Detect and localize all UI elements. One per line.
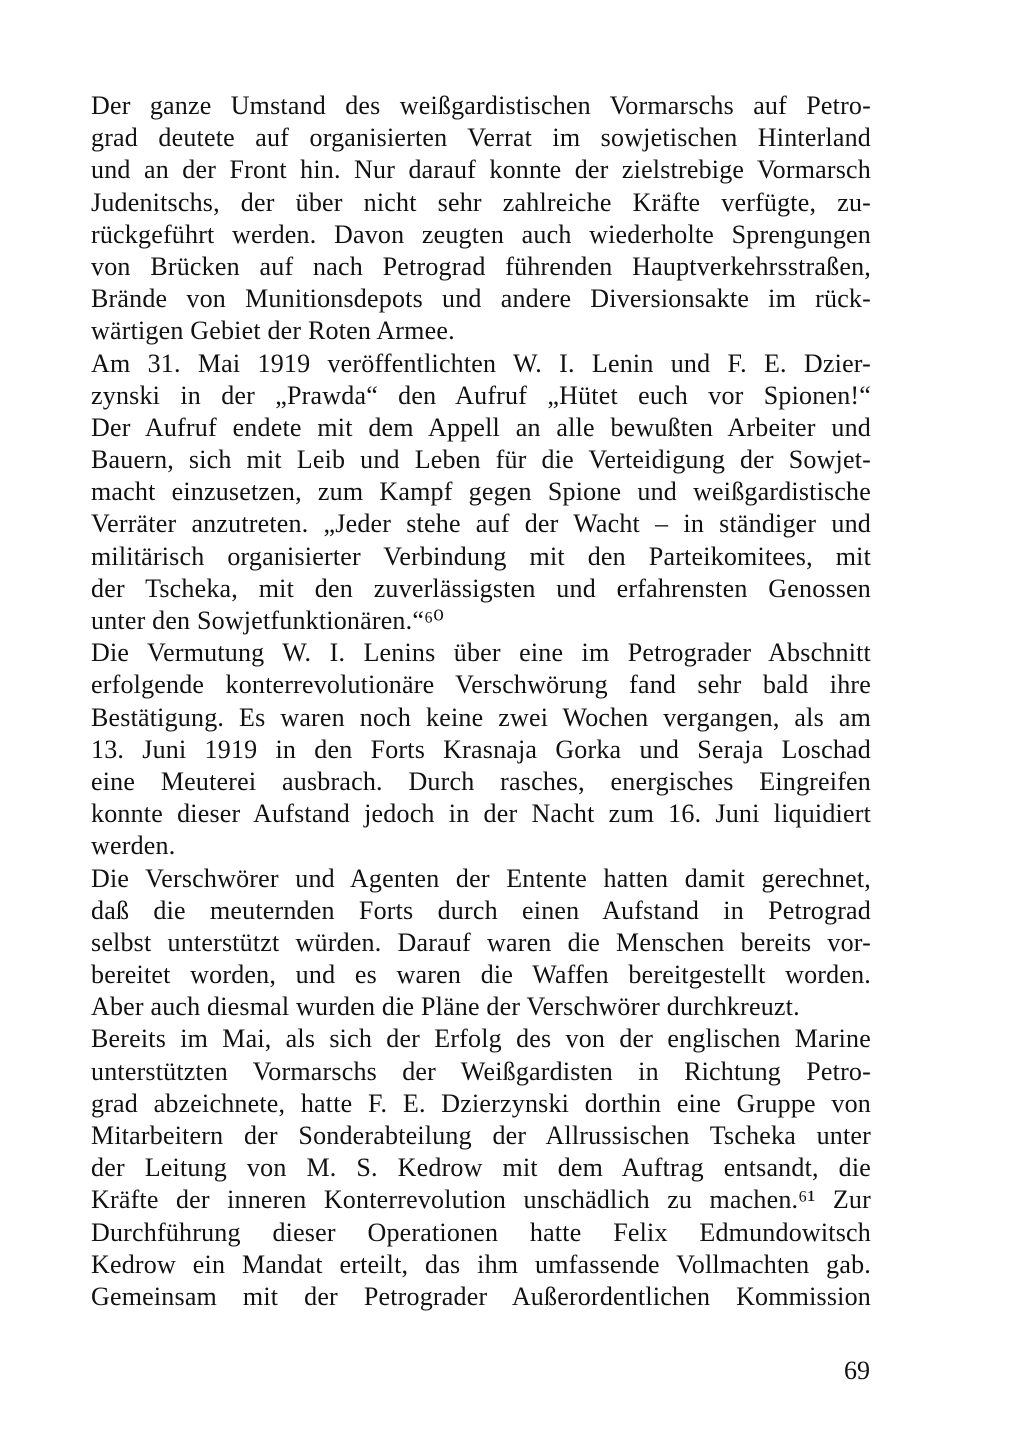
text-line: grad abzeichnete, hatte F. E. Dzierzynski dorthin eine Gruppe von [91,1088,871,1118]
text-line: Kräfte der inneren Konterrevolution unschädlich zu machen.⁶¹ Zur [91,1185,871,1215]
text-line: Durchführung dieser Operationen hatte Felix Edmundowitsch [91,1217,871,1247]
text-line: Gemeinsam mit der Petrograder Außerordentlichen Kommission [91,1281,871,1311]
text-line: werden. [91,831,176,861]
text-line: von Brücken auf nach Petrograd führenden Hauptverkehrsstraßen, [91,251,871,281]
text-line: Judenitschs, der über nicht sehr zahlreiche Kräfte verfügte, zu- [91,187,871,217]
text-line: Aber auch diesmal wurden die Pläne der Verschwörer durchkreuzt. [91,992,800,1022]
text-line: zynski in der „Prawda“ den Aufruf „Hütet euch vor Spionen!“ [91,380,871,410]
text-line: 13. Juni 1919 in den Forts Krasnaja Gorka und Seraja Loschad [91,734,871,764]
text-line: Die Vermutung W. I. Lenins über eine im Petrograder Abschnitt [91,638,871,668]
text-line: Mitarbeitern der Sonderabteilung der Allrussischen Tscheka unter [91,1121,871,1150]
page-number: 69 [844,1356,870,1385]
text-line: grad deutete auf organisierten Verrat im sowjetischen Hinterland [91,123,871,153]
text-line: Kedrow ein Mandat erteilt, das ihm umfassende Vollmachten gab. [91,1249,871,1279]
text-line: der Tscheka, mit den zuverlässigsten und erfahrensten Genossen [91,573,871,603]
text-line: eine Meuterei ausbrach. Durch rasches, energisches Eingreifen [91,766,871,796]
text-line: Bereits im Mai, als sich der Erfolg des von der englischen Marine [91,1024,871,1054]
text-line: unter den Sowjetfunktionären.“⁶⁰ [91,606,444,635]
text-line: Bestätigung. Es waren noch keine zwei Wochen vergangen, als am [91,702,871,732]
text-line: Brände von Munitionsdepots und andere Diversionsakte im rück- [91,284,871,314]
text-line: Verräter anzutreten. „Jeder stehe auf der Wacht – in ständiger und [91,509,871,539]
text-line: erfolgende konterrevolutionäre Verschwörung fand sehr bald ihre [91,670,871,700]
text-line: Der Aufruf endete mit dem Appell an alle bewußten Arbeiter und [91,412,871,442]
text-line: wärtigen Gebiet der Roten Armee. [91,316,455,346]
text-line: bereitet worden, und es waren die Waffen bereitgestellt worden. [91,960,871,990]
text-line: Am 31. Mai 1919 veröffentlichten W. I. Lenin und F. E. Dzier- [91,348,871,378]
text-line: Der ganze Umstand des weißgardistischen Vormarschs auf Petro- [91,91,871,120]
text-line: der Leitung von M. S. Kedrow mit dem Auftrag entsandt, die [91,1153,871,1183]
text-line: daß die meuternden Forts durch einen Aufstand in Petrograd [91,895,871,925]
text-line: unterstützten Vormarschs der Weißgardisten in Richtung Petro- [91,1056,871,1086]
text-line: konnte dieser Aufstand jedoch in der Nacht zum 16. Juni liquidiert [91,799,871,829]
text-line: macht einzusetzen, zum Kampf gegen Spione und weißgardistische [91,477,871,507]
text-line: selbst unterstützt würden. Darauf waren die Menschen bereits vor- [91,927,871,957]
text-line: Die Verschwörer und Agenten der Entente hatten damit gerechnet, [91,863,871,893]
body-text [91,90,871,1313]
text-line: und an der Front hin. Nur darauf konnte der zielstrebige Vormarsch [91,155,871,185]
text-line: militärisch organisierter Verbindung mit den Parteikomitees, mit [91,541,871,571]
text-line: rückgeführt werden. Davon zeugten auch wiederholte Sprengungen [91,219,871,249]
text-line: Bauern, sich mit Leib und Leben für die Verteidigung der Sowjet- [91,445,871,475]
